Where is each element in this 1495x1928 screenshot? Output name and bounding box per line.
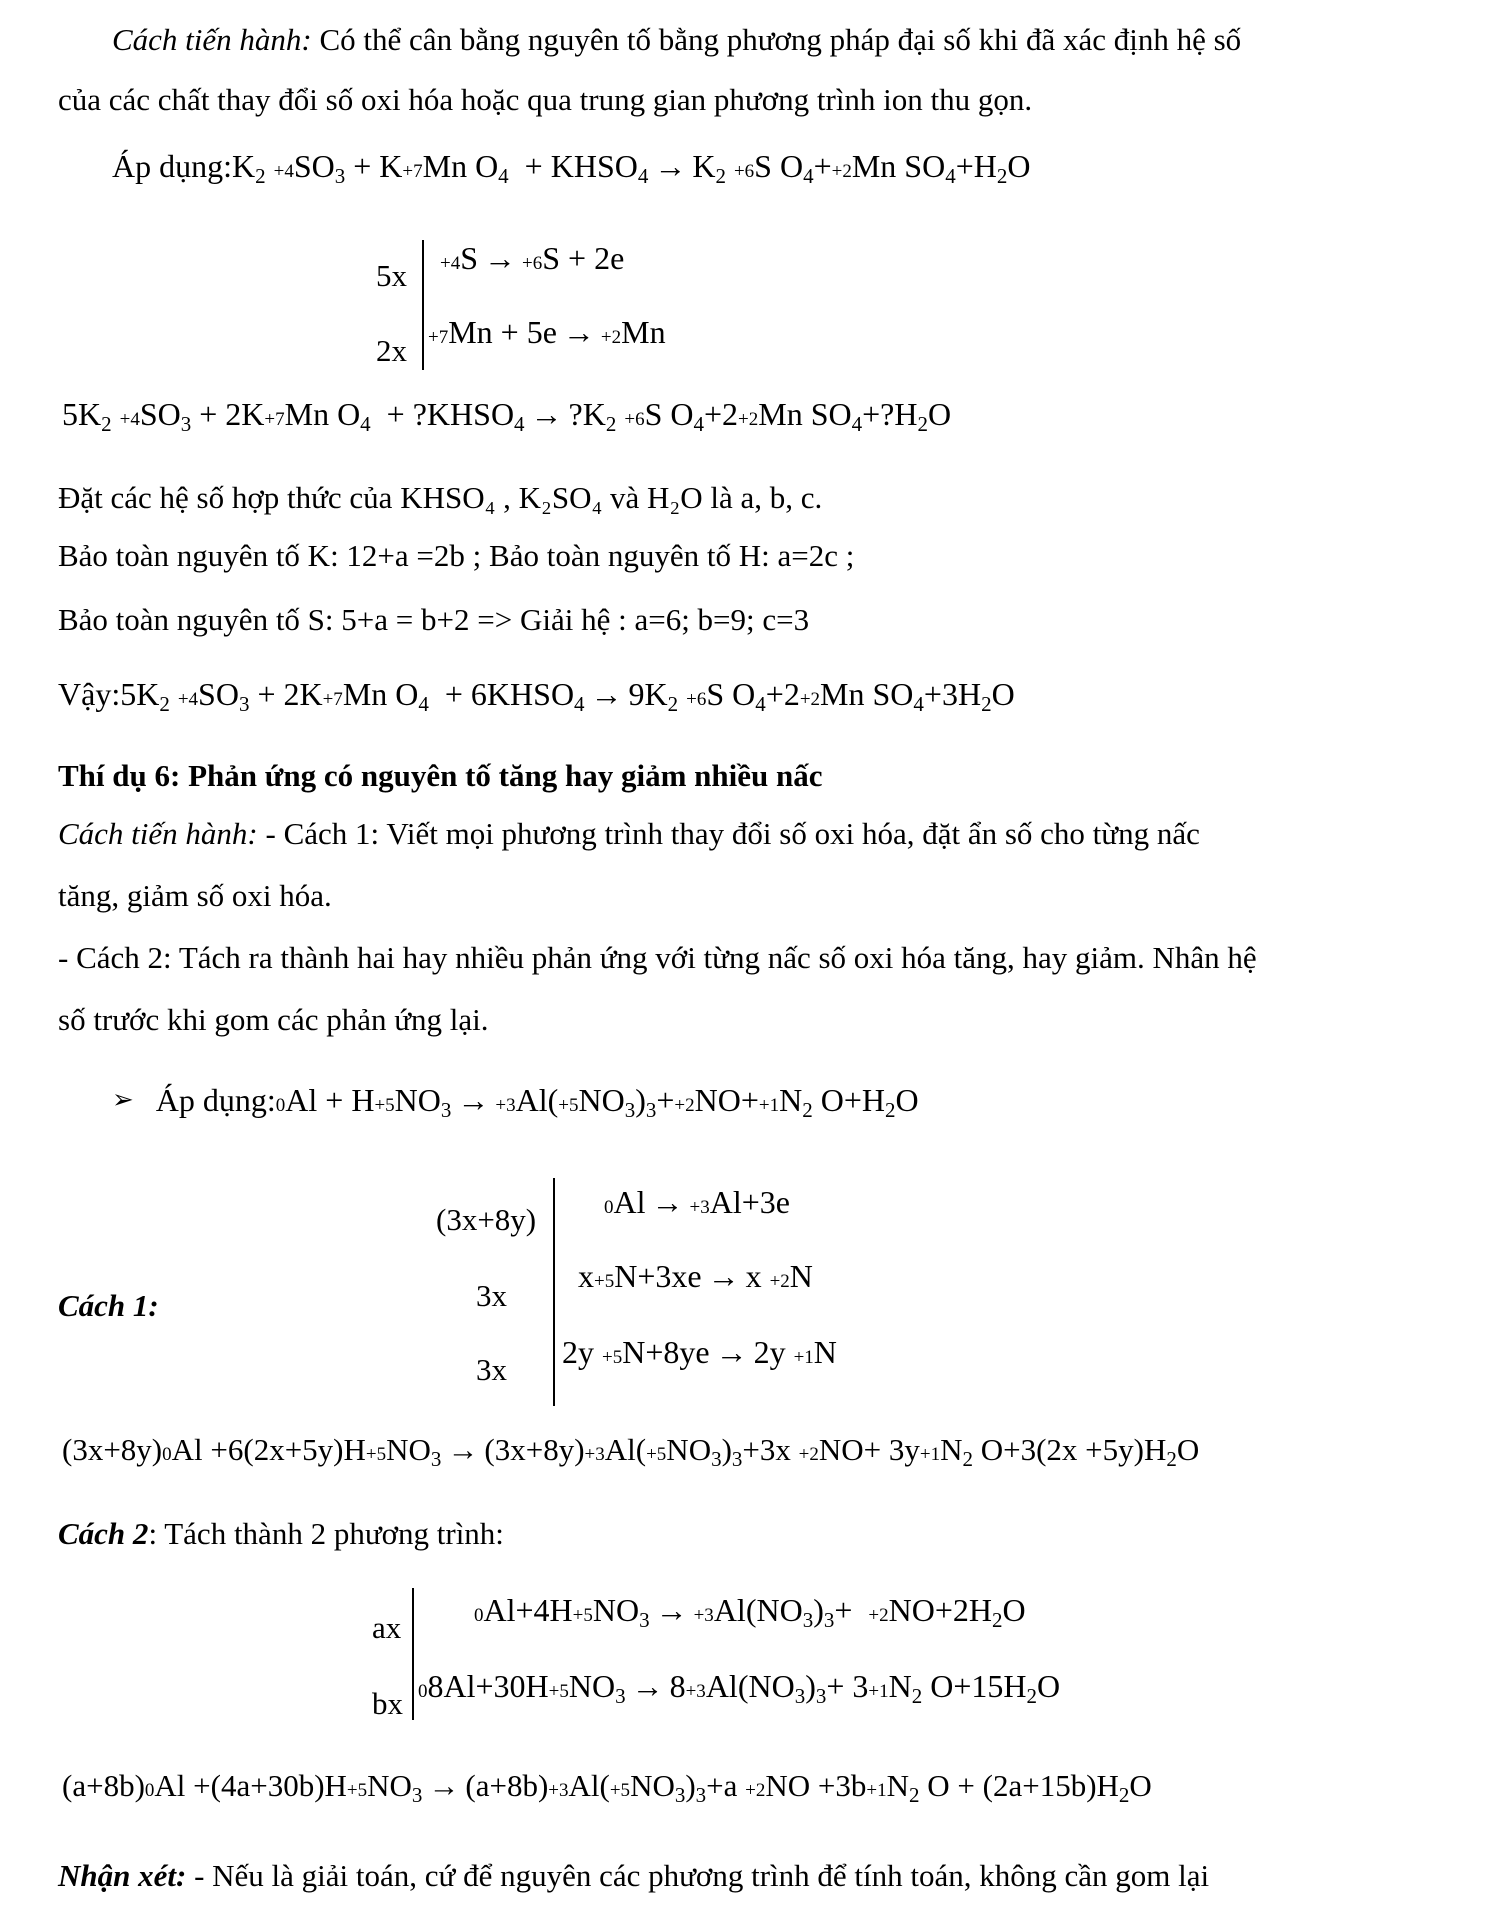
half1-divider (422, 240, 424, 370)
cach2-eq1: 0Al +4H +5N $O_3$ → +3Al $(NO_3)_3+$ +2N $O+2H_2O$ (474, 1592, 1026, 1632)
para2-line1 (58, 816, 1200, 852)
cach2-coef2: bx (372, 1686, 403, 1721)
text-dat-he-so: Đặt các hệ số hợp thức của KHSO₄ , K₂SO₄ và H₂O là a, b, c. (58, 480, 823, 515)
cach1-coef2: 3x (476, 1278, 507, 1313)
apdung2-label: Áp dụng: (155, 1082, 276, 1118)
equation-unknown: $5K_2$ +4S $O_3 + 2K$ +7Mn $O_4$ + $?KHSO_4$ → $?K_2$ +6S $O_4+2$ +2Mn $SO_4+?H_2O$ (62, 396, 952, 436)
nhanxet-label: Nhận xét: (58, 1858, 187, 1893)
text-bao-toan-k: Bảo toàn nguyên tố K: 12+a =2b ; Bảo toàn nguyên tố H: a=2c ; (58, 538, 855, 573)
cach1-divider (553, 1178, 555, 1406)
para2-line2: tăng, giảm số oxi hóa. (58, 878, 332, 913)
cach2-divider (412, 1588, 414, 1720)
cach1-eq3: 2y +5N +8ye → 2y +1N (562, 1334, 837, 1370)
equation-kmno4: Áp dụng: $K_2$ +4S $O_3 + K$ +7Mn $O_4$ + $KHSO_4$ → $K_2$ +6S $O_4+$ +2Mn $SO_4+H_2O$ (112, 148, 1031, 188)
half1-eq1: +4S → +6S + 2e (440, 240, 625, 276)
cach2-line (58, 1516, 504, 1552)
para2-label: Cách tiến hành: (58, 816, 258, 851)
half1-eq2: +7Mn + 5e → +2Mn (428, 314, 666, 350)
cach1-total: (3x+8y) 0Al +6(2x+5y)H +5N $O_3$ → (3x+8y) +3Al ( +5N $O_3)_3+3x$ +2N O+ 3y +1N $_2$ $O+3(2x +5y)H_2O$ (62, 1432, 1200, 1471)
cach1-coef3: 3x (476, 1352, 507, 1387)
para1-line2: của các chất thay đổi số oxi hóa hoặc qua trung gian phương trình ion thu gọn. (58, 82, 1033, 117)
para2-line3: - Cách 2: Tách ra thành hai hay nhiều phản ứng với từng nấc số oxi hóa tăng, hay giảm. Nhân hệ (58, 940, 1257, 975)
text-bao-toan-s: Bảo toàn nguyên tố S: 5+a = b+2 => Giải hệ : a=6; b=9; c=3 (58, 602, 810, 637)
apdung-label: Áp dụng: (112, 148, 232, 184)
half1-coef1: 5x (376, 258, 407, 293)
cach1-eq1: 0Al → +3Al +3e (604, 1184, 790, 1220)
nhanxet-text: - Nếu là giải toán, cứ để nguyên các phương trình để tính toán, không cần gom lại (186, 1858, 1210, 1893)
cach1-eq2: x +5N +3xe → x +2N (578, 1258, 813, 1294)
half1-coef2: 2x (376, 333, 407, 368)
heading-example-6: Thí dụ 6: Phản ứng có nguyên tố tăng hay giảm nhiều nấc (58, 758, 823, 793)
vay-label: Vậy: (58, 676, 121, 712)
para1-line1 (112, 22, 1241, 58)
bullet-icon: ➢ (112, 1085, 134, 1114)
nhanxet-line (58, 1858, 1209, 1894)
cach1-coef1: (3x+8y) (436, 1202, 537, 1237)
para2-line4: số trước khi gom các phản ứng lại. (58, 1002, 489, 1037)
cach2-coef1: ax (372, 1610, 402, 1645)
cach2-eq2: 08Al +30H +5N $O_3$ → 8 +3Al $(NO_3)_3+ 3$ +1N $_2$ $O+15H_2O$ (418, 1668, 1061, 1708)
cach2-text: : Tách thành 2 phương trình: (148, 1516, 504, 1551)
cach2-label: Cách 2 (58, 1516, 149, 1551)
cach1-label: Cách 1: (58, 1288, 159, 1323)
para1-label: Cách tiến hành: (112, 22, 312, 57)
equation-al-hno3: ➢ Áp dụng: 0Al + H +5N $O_3$ → +3Al ( +5N $O_3)_3+$ +2N O+ +1N $_2$ $O+H_2O$ (112, 1082, 919, 1122)
cach2-total: (a+8b) 0Al +(4a+30b)H +5N $O_3$ → (a+8b) +3Al ( +5N $O_3)_3+a$ +2N O +3b +1N $_2$ $O + (2a+15b)H_2O$ (62, 1768, 1152, 1807)
para2-text: - Cách 1: Viết mọi phương trình thay đổi số oxi hóa, đặt ẩn số cho từng nấc (257, 816, 1200, 851)
para1-text: Có thể cân bằng nguyên tố bằng phương pháp đại số khi đã xác định hệ số (311, 22, 1242, 57)
equation-balanced: Vậy: $5K_2$ +4S $O_3 + 2K$ +7Mn $O_4$ + $6KHSO_4$ → $9K_2$ +6S $O_4+2$ +2Mn $SO_4+3H_2O$ (58, 676, 1015, 716)
